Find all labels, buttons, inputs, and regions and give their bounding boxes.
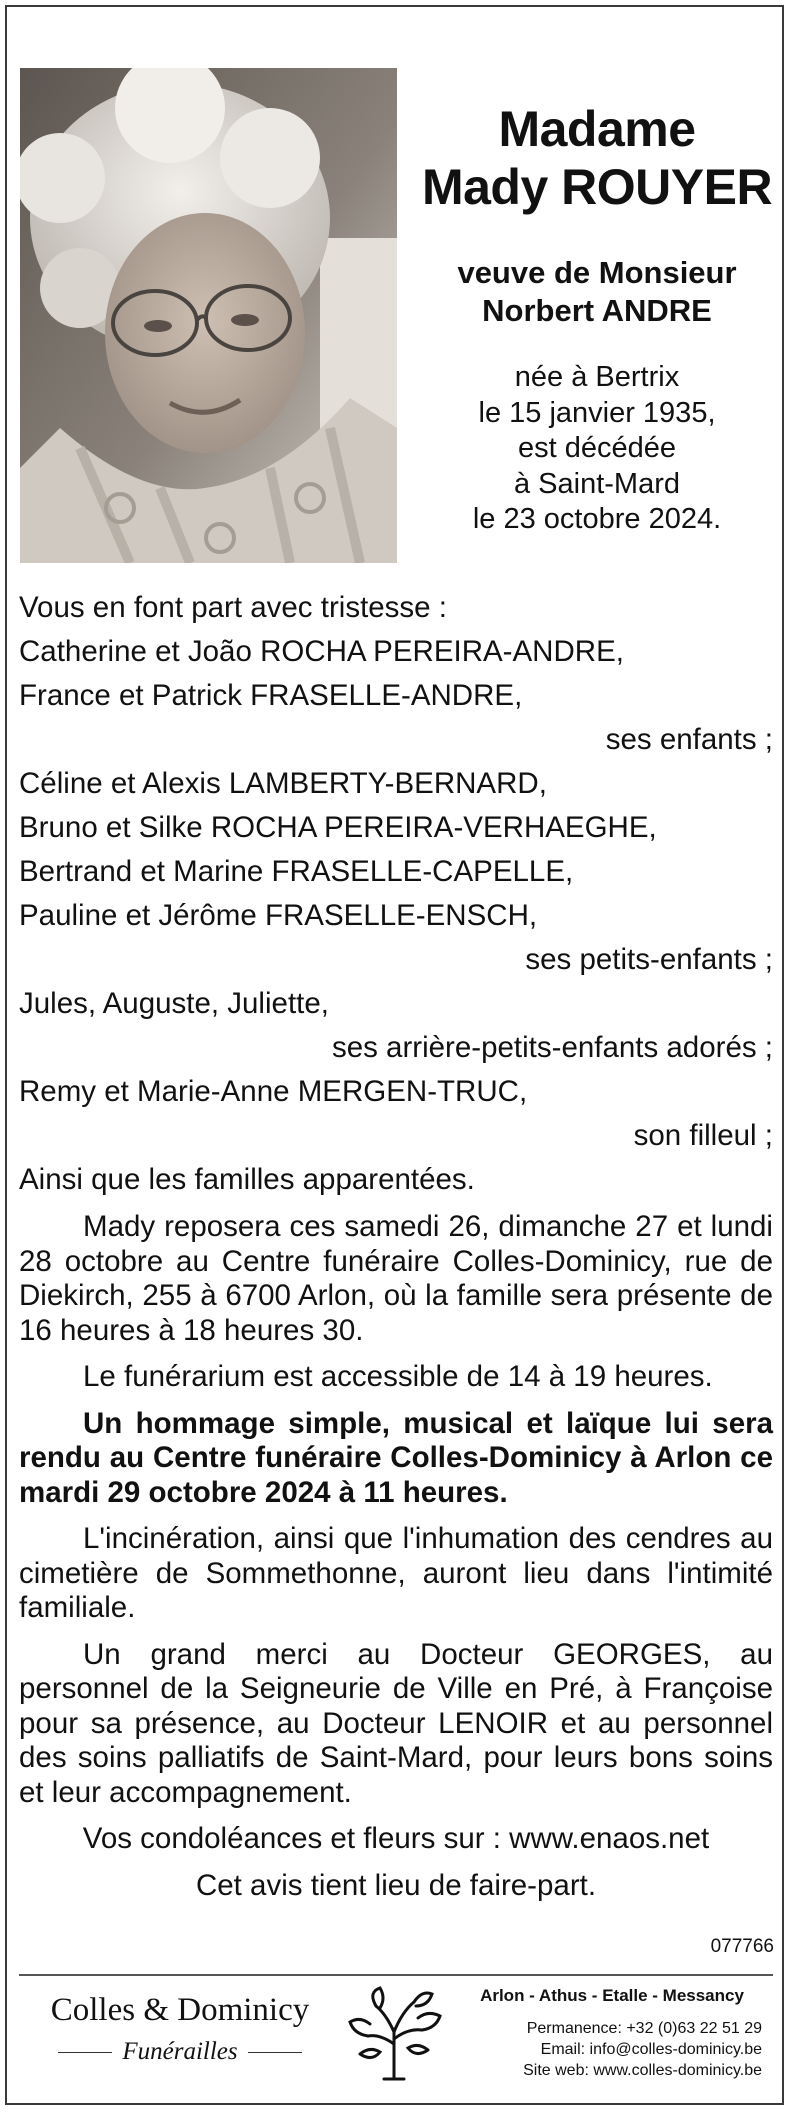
website-address: Site web: www.colles-dominicy.be bbox=[523, 2062, 762, 2079]
contact-info bbox=[462, 1986, 762, 2081]
birth-death-details bbox=[412, 360, 782, 538]
family-line: Pauline et Jérôme FRASELLE-ENSCH, bbox=[19, 899, 538, 932]
ceremony-paragraph: Un hommage simple, musical et laïque lui sera rendu au Centre funéraire Colles-Dominicy à Arlon ce mardi 29 octobre 2024 à 11 heures. bbox=[19, 1406, 773, 1509]
birth-line-5: le 23 octobre 2024. bbox=[472, 503, 722, 535]
email-address: Email: info@colles-dominicy.be bbox=[540, 2041, 762, 2058]
funeral-home-brand bbox=[40, 1990, 320, 2066]
family-line: Catherine et João ROCHA PEREIRA-ANDRE, bbox=[19, 635, 624, 668]
family-role: ses petits-enfants ; bbox=[525, 943, 773, 976]
notice-line: Cet avis tient lieu de faire-part. bbox=[195, 1868, 597, 1902]
family-line: France et Patrick FRASELLE-ANDRE, bbox=[19, 679, 523, 712]
brand-name: Colles & Dominicy bbox=[50, 1992, 310, 2028]
portrait-photo bbox=[20, 68, 397, 563]
thanks-paragraph: Un grand merci au Docteur GEORGES, au personnel de la Seigneurie de Ville en Pré, à Françoise pour sa présence, au Docteur LENOIR et au personnel des soins palliatifs de Saint-Mard, pour leurs bons soins et leur accompagnement. bbox=[19, 1637, 773, 1809]
body-paragraph: Mady reposera ces samedi 26, dimanche 27 et lundi 28 octobre au Centre funéraire Colles-Dominicy, rue de Diekirch, 255 à 6700 Arlon, où la famille sera présente de 16 heures à 18 heures 30. bbox=[19, 1210, 773, 1347]
family-closing: Ainsi que les familles apparentées. bbox=[19, 1163, 475, 1196]
reference-number: 077766 bbox=[710, 1936, 774, 1957]
tree-logo-icon bbox=[340, 1984, 448, 2084]
notice-body bbox=[19, 1210, 773, 1915]
brand-sub-text: Funérailles bbox=[122, 2038, 238, 2065]
family-line: Bertrand et Marine FRASELLE-CAPELLE, bbox=[19, 855, 574, 888]
phone-number: Permanence: +32 (0)63 22 51 29 bbox=[526, 2020, 762, 2037]
family-line: Céline et Alexis LAMBERTY-BERNARD, bbox=[19, 767, 547, 800]
family-line: Bruno et Silke ROCHA PEREIRA-VERHAEGHE, bbox=[19, 811, 657, 844]
portrait-image bbox=[20, 68, 397, 563]
widow-line-2: Norbert ANDRE bbox=[482, 293, 712, 328]
divider-line bbox=[248, 2052, 302, 2053]
family-line: Jules, Auguste, Juliette, bbox=[19, 987, 329, 1020]
branch-cities: Arlon - Athus - Etalle - Messancy bbox=[480, 1986, 744, 2005]
title-line-1: Madame bbox=[498, 101, 696, 157]
family-role: son filleul ; bbox=[633, 1119, 773, 1152]
family-role: ses arrière-petits-enfants adorés ; bbox=[331, 1031, 773, 1064]
widow-of bbox=[412, 254, 782, 330]
family-intro: Vous en font part avec tristesse : bbox=[19, 591, 447, 624]
title-line-2: Mady ROUYER bbox=[421, 159, 773, 215]
body-paragraph: L'incinération, ainsi que l'inhumation des cendres au cimetière de Sommethonne, auront lieu dans l'intimité familiale. bbox=[19, 1522, 773, 1624]
divider-line bbox=[58, 2052, 112, 2053]
footer-divider bbox=[19, 1974, 773, 1976]
family-line: Remy et Marie-Anne MERGEN-TRUC, bbox=[19, 1075, 528, 1108]
notice-header bbox=[412, 100, 782, 538]
body-paragraph: Le funérarium est accessible de 14 à 19 heures. bbox=[83, 1360, 713, 1393]
family-role: ses enfants ; bbox=[605, 723, 773, 756]
birth-line-2: le 15 janvier 1935, bbox=[478, 396, 716, 429]
brand-subtitle bbox=[40, 2038, 320, 2066]
deceased-name-title bbox=[412, 100, 782, 216]
birth-line-3: est décédée bbox=[517, 432, 676, 464]
family-list bbox=[19, 586, 773, 1202]
widow-line-1: veuve de Monsieur bbox=[457, 255, 737, 290]
birth-line-1: née à Bertrix bbox=[514, 361, 680, 393]
condolences-line: Vos condoléances et fleurs sur : www.enaos.net bbox=[82, 1822, 710, 1855]
birth-line-4: à Saint-Mard bbox=[513, 467, 680, 500]
